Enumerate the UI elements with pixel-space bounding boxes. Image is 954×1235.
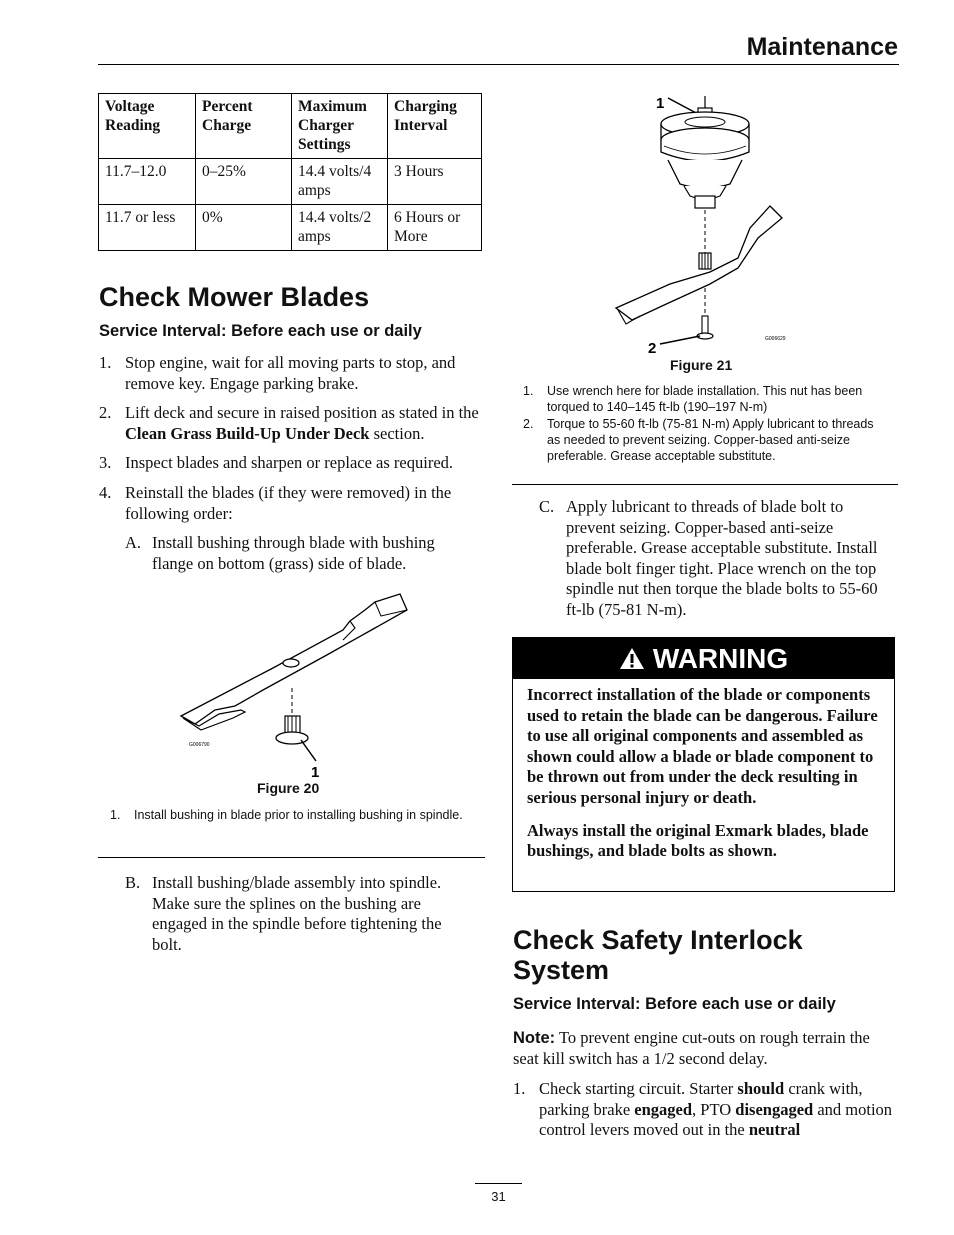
step-number: B. (125, 873, 141, 892)
page-number: 31 (475, 1183, 522, 1204)
figure-code: G006790 (189, 742, 210, 748)
callout-text: Use wrench here for blade installation. This nut has been torqued to 140–145 ft-lb (190–197 N-m) (547, 384, 863, 414)
table-cell: 3 Hours (388, 159, 482, 205)
step-text: Inspect blades and sharpen or replace as required. (125, 453, 454, 472)
step-number: 3. (99, 453, 112, 472)
warning-label: WARNING (652, 642, 789, 674)
table-cell: 0–25% (196, 159, 292, 205)
section-heading-interlock: Check Safety Interlock System (513, 925, 803, 985)
figure-caption: Figure 21 (670, 357, 733, 373)
figure-code: G006629 (765, 336, 786, 342)
table-row (99, 159, 482, 205)
step-number: 1. (513, 1079, 526, 1098)
step-text: Install bushing/blade assembly into spindle. Make sure the splines on the bushing are engaged in the spindle before tightening the bolt. (152, 873, 442, 954)
warning-paragraph: Incorrect installation of the blade or components used to retain the blade can be dangerous. Failure to use all original components and assembled as shown could allow a blade or blade component to be thrown out from under the deck resulting in serious personal injury or death. (527, 685, 878, 807)
callout-number: 1. (110, 808, 121, 822)
step-number: C. (539, 497, 555, 516)
warning-box (512, 637, 895, 892)
warning-heading (513, 638, 894, 679)
note-text: To prevent engine cut-outs on rough terrain the seat kill switch has a 1/2 second delay. (513, 1028, 870, 1068)
charging-table (98, 93, 482, 251)
table-header-cell: Charging Interval (388, 94, 482, 159)
note-label: Note: (513, 1029, 556, 1047)
figure-caption: Figure 20 (257, 780, 320, 796)
table-cell: 14.4 volts/2 amps (292, 205, 388, 251)
step-number: 2. (99, 403, 112, 422)
blade-bushing-figure (175, 588, 415, 778)
table-header-cell: Maximum Charger Settings (292, 94, 388, 159)
section-title: Maintenance (746, 33, 898, 61)
callout-number: 1. (523, 384, 534, 398)
section-heading-blades: Check Mower Blades (99, 282, 370, 312)
table-row (99, 205, 482, 251)
table-header-row (99, 94, 482, 159)
step-text: Apply lubricant to threads of blade bolt to prevent seizing. Copper-based anti-seize preferable. Grease acceptable substitute. Install blade bolt finger tight. Place wrench on the top spindle nut then torque the blade bolts to 55-60 ft-lb (75-81 N-m). (566, 497, 878, 619)
warning-body (513, 679, 894, 862)
step-text: Reinstall the blades (if they were removed) in the following order: (125, 483, 452, 523)
table-cell: 11.7–12.0 (99, 159, 196, 205)
step-text: Lift deck and secure in raised position as stated in the Clean Grass Build-Up Under Deck section. (125, 403, 479, 443)
table-cell: 11.7 or less (99, 205, 196, 251)
callout-text: Torque to 55-60 ft-lb (75-81 N-m) Apply lubricant to threads as needed to prevent seizing. Copper-based anti-seize preferable. Grease acceptable substitute. (547, 417, 874, 463)
header-divider (98, 64, 899, 65)
table-cell: 0% (196, 205, 292, 251)
note-paragraph (513, 1028, 898, 1069)
step-text: Install bushing through blade with bushing flange on bottom (grass) side of blade. (152, 533, 435, 573)
table-cell: 14.4 volts/4 amps (292, 159, 388, 205)
warning-triangle-icon (619, 647, 645, 670)
step-text: Stop engine, wait for all moving parts to stop, and remove key. Engage parking brake. (125, 353, 456, 393)
step-text: Check starting circuit. Starter should crank with, parking brake engaged, PTO disengaged and motion control levers moved out in the neutral (539, 1079, 893, 1139)
warning-paragraph: Always install the original Exmark blades, blade bushings, and blade bolts as shown. (527, 820, 869, 861)
callout-number: 2. (523, 417, 534, 431)
service-interval: Service Interval: Before each use or daily (99, 322, 422, 340)
figure-divider (512, 484, 898, 485)
table-header-cell: Percent Charge (196, 94, 292, 159)
callout-label: 2 (648, 340, 657, 357)
callout-label: 1 (311, 764, 320, 778)
callout-label: 1 (656, 95, 665, 112)
step-number: 4. (99, 483, 112, 502)
service-interval: Service Interval: Before each use or daily (513, 995, 836, 1013)
table-header-cell: Voltage Reading (99, 94, 196, 159)
callout-text: Install bushing in blade prior to installing bushing in spindle. (134, 808, 463, 822)
step-number: 1. (99, 353, 112, 372)
spindle-figure (610, 88, 810, 358)
step-number: A. (125, 533, 142, 552)
table-cell: 6 Hours or More (388, 205, 482, 251)
figure-divider (98, 857, 485, 858)
